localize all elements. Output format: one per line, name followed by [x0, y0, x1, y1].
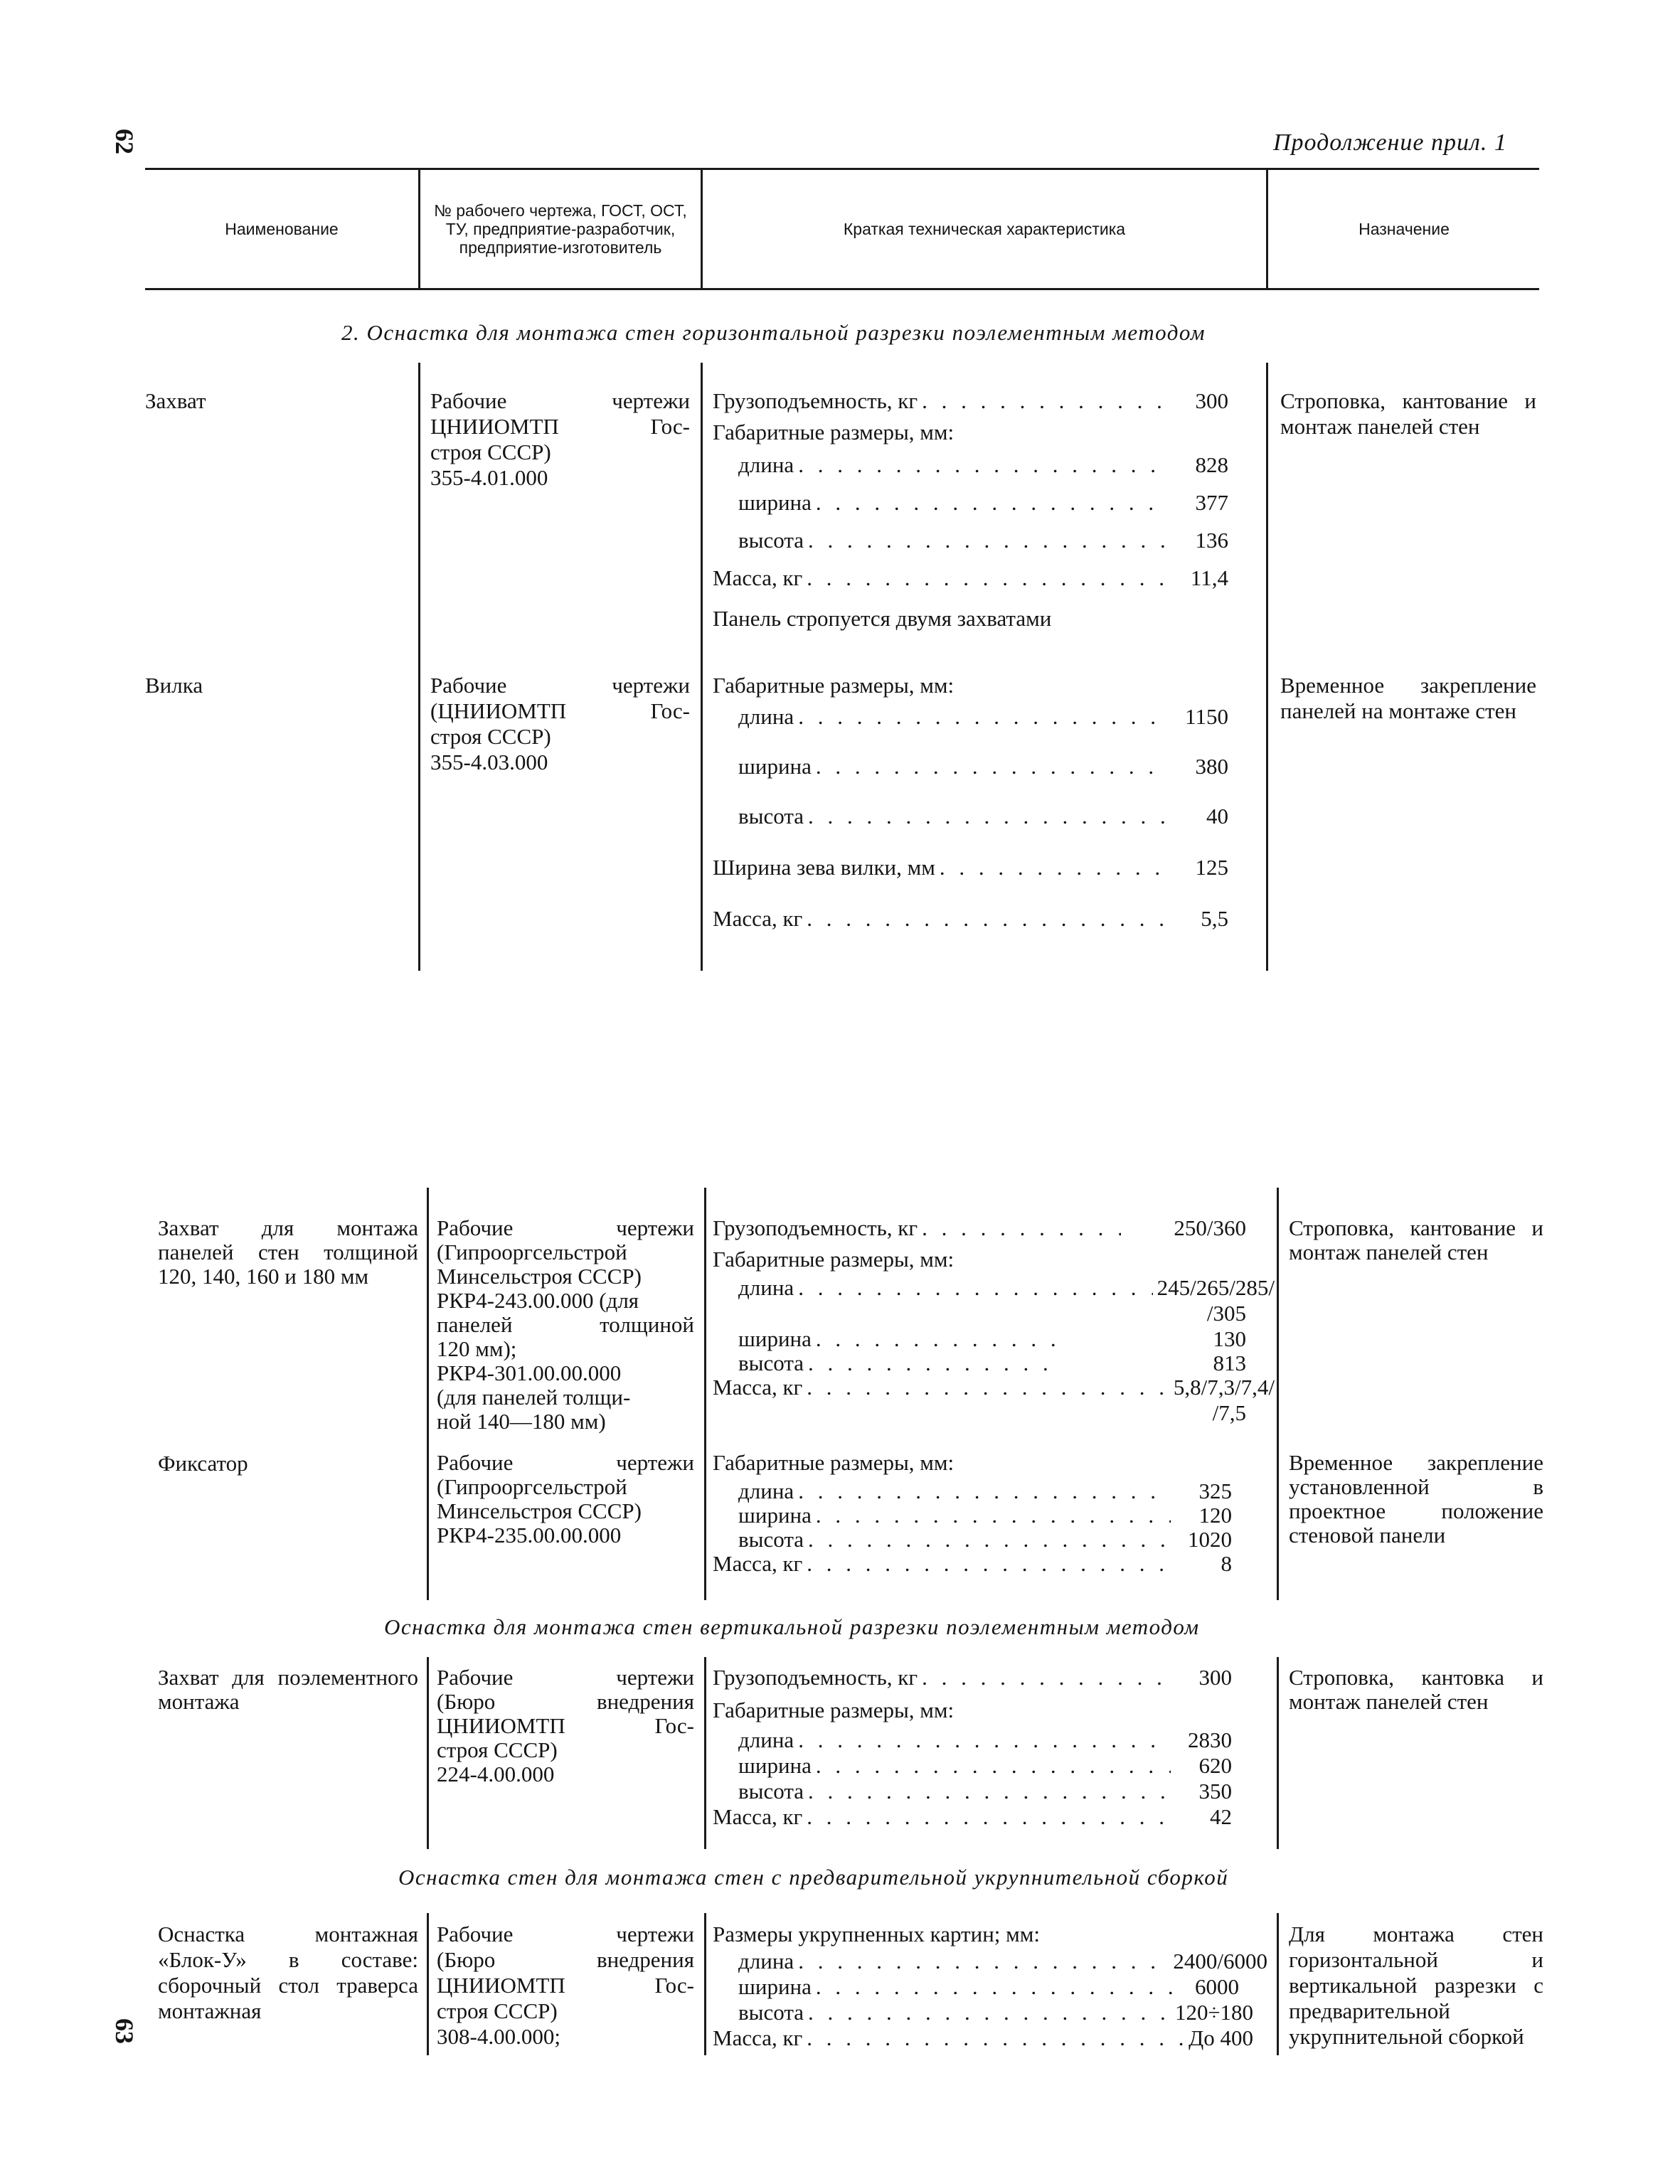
item-document: Рабочие чертежи (Гипрооргсельстрой Минсельстроя СССР) РКР4-243.00.000 (для панелей толщиной 120 мм); РКР4-301.00.00.000 (для панелей толщи- ной 140—180 мм) — [437, 1215, 694, 1434]
spec-row: Размеры укрупненных картин; мм: — [713, 1922, 1040, 1946]
spec-row: длина . . . 325 — [713, 1479, 1232, 1503]
spec-row: Грузоподъемность, кг . . . 300 — [713, 388, 1228, 420]
spec-row: ширина . . . 120 — [713, 1503, 1232, 1528]
spec-row: высота . . . 813 — [713, 1351, 1275, 1375]
spec-row: высота . . . 120÷180 — [713, 2000, 1267, 2025]
header-purpose: Назначение — [1359, 220, 1450, 238]
column-divider — [1277, 1913, 1279, 2055]
item-name: Оснастка монтажная «Блок-У» в составе: сборочный стол траверса монтажная — [158, 1922, 418, 2023]
spec-row: длина . . . 2830 — [713, 1728, 1232, 1754]
column-divider — [704, 1913, 706, 2055]
column-divider — [427, 1188, 429, 1600]
section-title: Оснастка для монтажа стен вертикальной разрезки поэлементным методом — [384, 1614, 1200, 1639]
item-name: Вилка — [145, 673, 203, 698]
spec-row: Масса, кг . . . 42 — [713, 1805, 1232, 1831]
column-divider — [701, 363, 703, 971]
item-purpose: Для монтажа стен горизонтальной и вертикальной разрезки с предварительной укрупнительной сборкой — [1289, 1922, 1543, 2049]
spec-row: длина . . . 245/265/285/ — [713, 1276, 1275, 1301]
spec-row: высота . . . 136 — [713, 528, 1228, 565]
section-title: 2. Оснастка для монтажа стен горизонтальной разрезки поэлементным методом — [341, 320, 1206, 345]
spec-row: Ширина зева вилки, мм . . . 125 — [713, 855, 1228, 906]
item-document: Рабочие чертежи (Бюро внедрения ЦНИИОМТП Гос- строя СССР) 308-4.00.000; — [437, 1922, 694, 2049]
header-divider — [418, 168, 420, 290]
continuation-label: Продолжение прил. 1 — [1273, 129, 1507, 156]
header-divider — [1266, 168, 1268, 290]
spec-row: ширина . . . 6000 — [713, 1974, 1267, 2000]
column-divider — [704, 1657, 706, 1849]
spec-row: /305 — [1206, 1301, 1246, 1326]
spec-row: Габаритные размеры, мм: — [713, 673, 955, 698]
spec-row: Масса, кг . . . До 400 — [713, 2025, 1267, 2051]
column-divider — [1277, 1657, 1279, 1849]
item-specs — [713, 1451, 1232, 1576]
column-divider — [418, 363, 420, 971]
item-name: Фиксатор — [158, 1451, 248, 1476]
item-specs — [713, 1922, 1267, 2051]
spec-row: ширина . . . 380 — [713, 754, 1228, 804]
column-divider — [704, 1188, 706, 1600]
header-document: № рабочего чертежа, ГОСТ, ОСТ, ТУ, предприятие-разработчик, предприятие-изготовитель — [434, 201, 687, 257]
header-characteristics: Краткая техническая характеристика — [843, 220, 1126, 238]
spec-row: длина . . . 1150 — [713, 704, 1228, 754]
item-purpose: Строповка, кантование и монтаж панелей стен — [1280, 388, 1536, 439]
spec-row: Габаритные размеры, мм: — [713, 1247, 955, 1272]
item-document: Рабочие чертежи (Бюро внедрения ЦНИИОМТП Гос- строя СССР) 224-4.00.000 — [437, 1665, 694, 1786]
spec-row: ширина . . . 620 — [713, 1754, 1232, 1779]
spec-row: высота . . . 40 — [713, 804, 1228, 855]
item-name: Захват для монтажа панелей стен толщиной 120, 140, 160 и 180 мм — [158, 1215, 418, 1289]
header-name: Наименование — [225, 220, 339, 238]
spec-row: Масса, кг . . . 5,8/7,3/7,4/ — [713, 1375, 1275, 1401]
spec-row: длина . . . 828 — [713, 452, 1228, 490]
item-purpose: Временное закрепление панелей на монтаже стен — [1280, 673, 1536, 723]
item-purpose: Строповка, кантование и монтаж панелей стен — [1289, 1215, 1543, 1264]
spec-row: Габаритные размеры, мм: — [713, 1450, 955, 1475]
header-divider — [701, 168, 703, 290]
spec-row: высота . . . 1020 — [713, 1528, 1232, 1552]
item-specs — [713, 1666, 1232, 1831]
item-specs — [713, 673, 1228, 937]
spec-row: Габаритные размеры, мм: — [713, 420, 955, 444]
item-specs — [713, 1216, 1275, 1427]
page-number-bottom: 63 — [110, 2018, 139, 2044]
spec-row: Масса, кг . . . 8 — [713, 1552, 1232, 1576]
header-bottom-rule — [145, 288, 1539, 290]
spec-row: длина . . . 2400/6000 — [713, 1949, 1267, 1974]
item-name: Захват для поэлементного монтажа — [158, 1665, 418, 1714]
item-name: Захват — [145, 388, 206, 413]
item-purpose: Временное закрепление установленной в проектное положение стеновой панели — [1289, 1450, 1543, 1548]
section-title: Оснастка стен для монтажа стен с предварительной укрупнительной сборкой — [398, 1865, 1229, 1890]
item-document: Рабочие чертежи (ЦНИИОМТП Гос- строя СССР) 355-4.03.000 — [430, 673, 690, 774]
column-divider — [1277, 1188, 1279, 1600]
spec-row: высота . . . 350 — [713, 1779, 1232, 1805]
item-specs — [713, 388, 1228, 631]
spec-row: Грузоподъемность, кг . . . 300 — [713, 1666, 1232, 1698]
spec-row: Масса, кг . . . 11,4 — [713, 565, 1228, 607]
spec-row: Масса, кг . . . 5,5 — [713, 906, 1228, 937]
spec-row: Грузоподъемность, кг . . . 250/360 — [713, 1216, 1275, 1247]
spec-row: ширина . . . 377 — [713, 490, 1228, 528]
item-document: Рабочие чертежи ЦНИИОМТП Гос- строя СССР) 355-4.01.000 — [430, 388, 690, 490]
spec-row: /7,5 — [1212, 1400, 1246, 1425]
page-number-top: 62 — [110, 129, 139, 154]
item-purpose: Строповка, кантовка и монтаж панелей стен — [1289, 1665, 1543, 1714]
column-divider — [1266, 363, 1268, 971]
spec-row: Габаритные размеры, мм: — [713, 1698, 955, 1722]
column-divider — [427, 1657, 429, 1849]
spec-note: Панель стропуется двумя захватами — [713, 606, 1052, 631]
item-document: Рабочие чертежи (Гипрооргсельстрой Минсельстроя СССР) РКР4-235.00.00.000 — [437, 1450, 694, 1548]
column-divider — [427, 1913, 429, 2055]
spec-row: ширина . . . 130 — [713, 1327, 1275, 1351]
